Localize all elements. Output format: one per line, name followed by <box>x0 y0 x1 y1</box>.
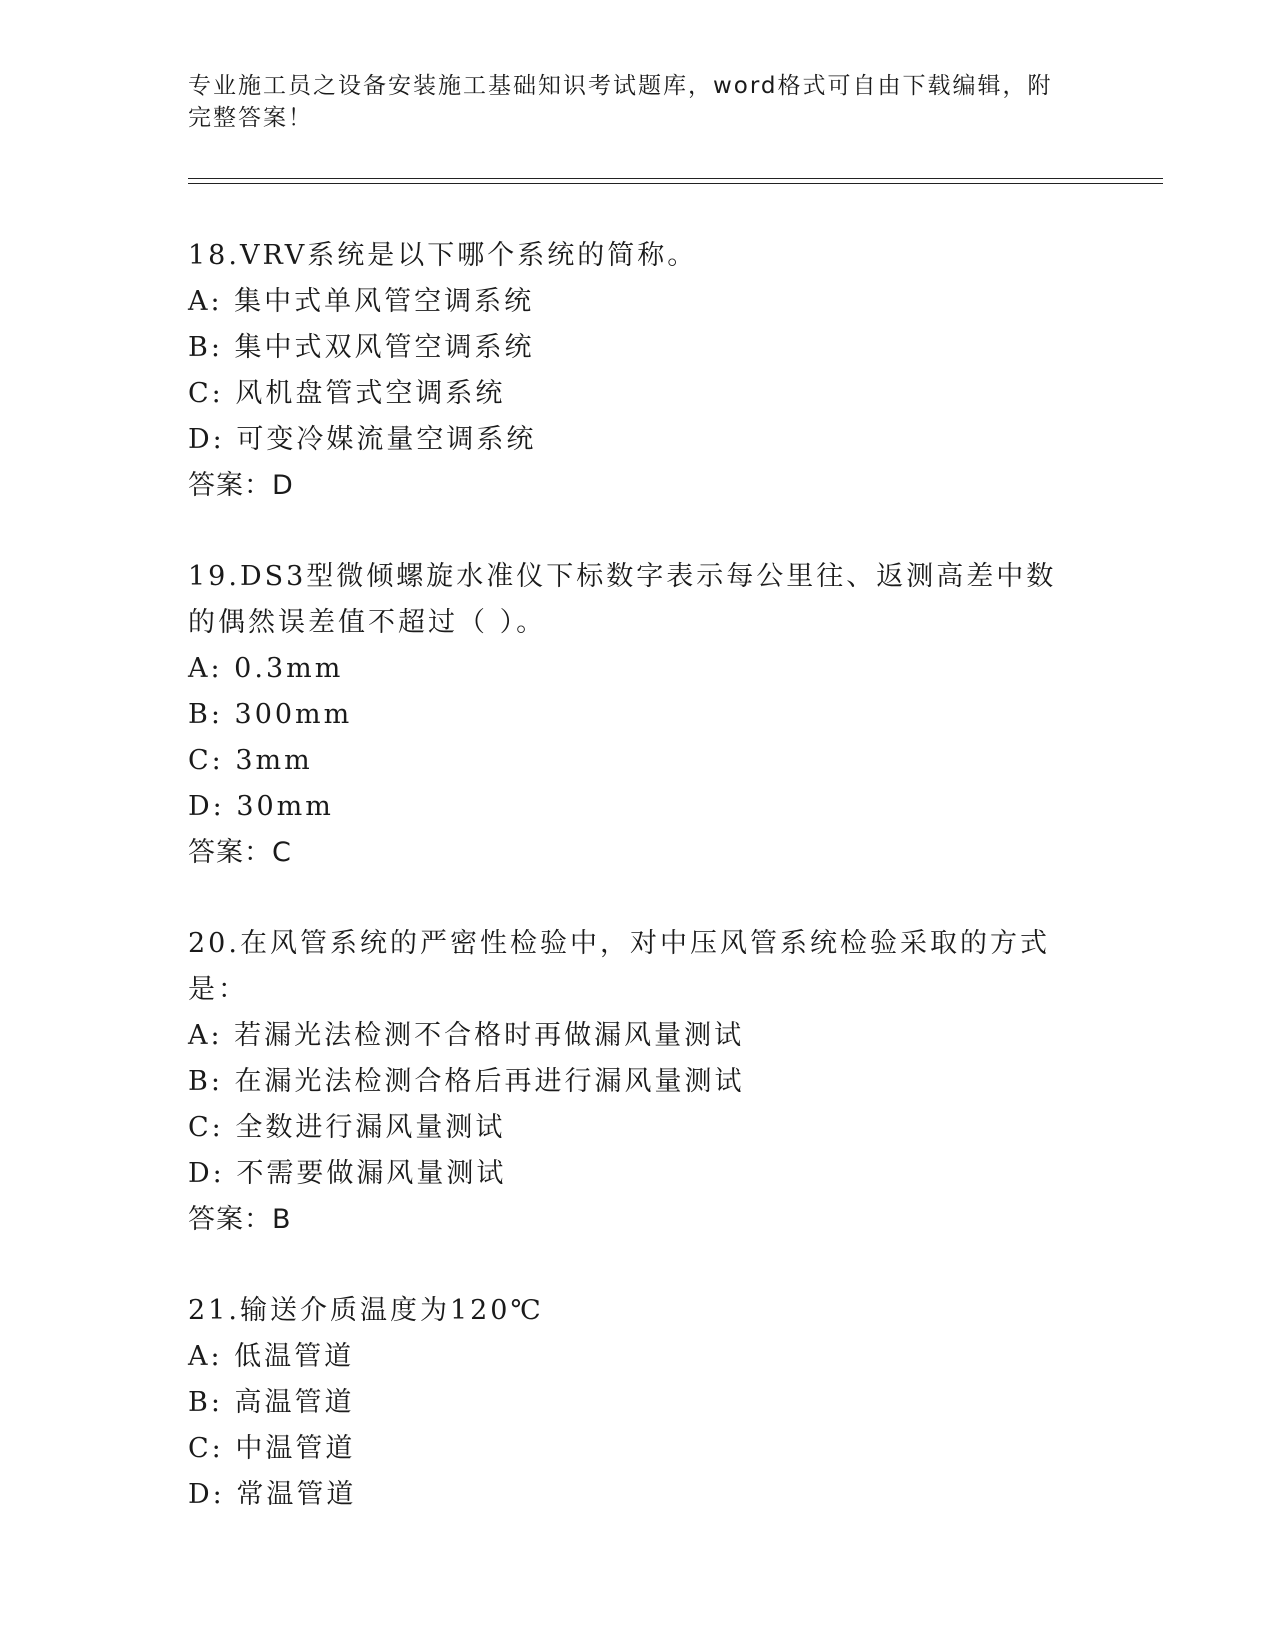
option-a: A: 集中式单风管空调系统 <box>188 286 535 317</box>
question-21 <box>188 1288 1088 1518</box>
option-b: B: 集中式双风管空调系统 <box>188 332 535 363</box>
option-c: C: 全数进行漏风量测试 <box>188 1112 506 1143</box>
question-stem: 21.输送介质温度为120℃ <box>188 1295 544 1326</box>
answer-label: 答案：C <box>188 837 292 868</box>
option-d: D: 可变冷媒流量空调系统 <box>188 424 537 455</box>
header-divider-top <box>188 178 1163 179</box>
option-c: C: 3mm <box>188 745 313 776</box>
question-stem: 20.在风管系统的严密性检验中，对中压风管系统检验采取的方式是： <box>188 928 1050 1005</box>
option-b: B: 高温管道 <box>188 1387 355 1418</box>
question-18 <box>188 233 1088 509</box>
option-b: B: 在漏光法检测合格后再进行漏风量测试 <box>188 1066 745 1097</box>
question-19 <box>188 554 1088 876</box>
option-a: A: 若漏光法检测不合格时再做漏风量测试 <box>188 1020 745 1051</box>
option-a: A: 低温管道 <box>188 1341 355 1372</box>
option-c: C: 风机盘管式空调系统 <box>188 378 506 409</box>
question-20 <box>188 921 1088 1243</box>
option-a: A: 0.3mm <box>188 653 344 684</box>
option-d: D: 30mm <box>188 791 334 822</box>
option-c: C: 中温管道 <box>188 1433 356 1464</box>
question-stem: 18.VRV系统是以下哪个系统的简称。 <box>188 240 698 271</box>
option-b: B: 300mm <box>188 699 353 730</box>
option-d: D: 常温管道 <box>188 1479 357 1510</box>
question-stem: 19.DS3型微倾螺旋水准仪下标数字表示每公里往、返测高差中数的偶然误差值不超过（ ）。 <box>188 561 1057 638</box>
question-list <box>188 233 1088 1563</box>
document-header: 专业施工员之设备安装施工基础知识考试题库，word格式可自由下载编辑，附完整答案！ <box>188 73 1053 131</box>
option-d: D: 不需要做漏风量测试 <box>188 1158 507 1189</box>
answer-label: 答案：B <box>188 1204 292 1235</box>
answer-label: 答案：D <box>188 470 294 501</box>
header-divider-bottom <box>188 183 1163 184</box>
